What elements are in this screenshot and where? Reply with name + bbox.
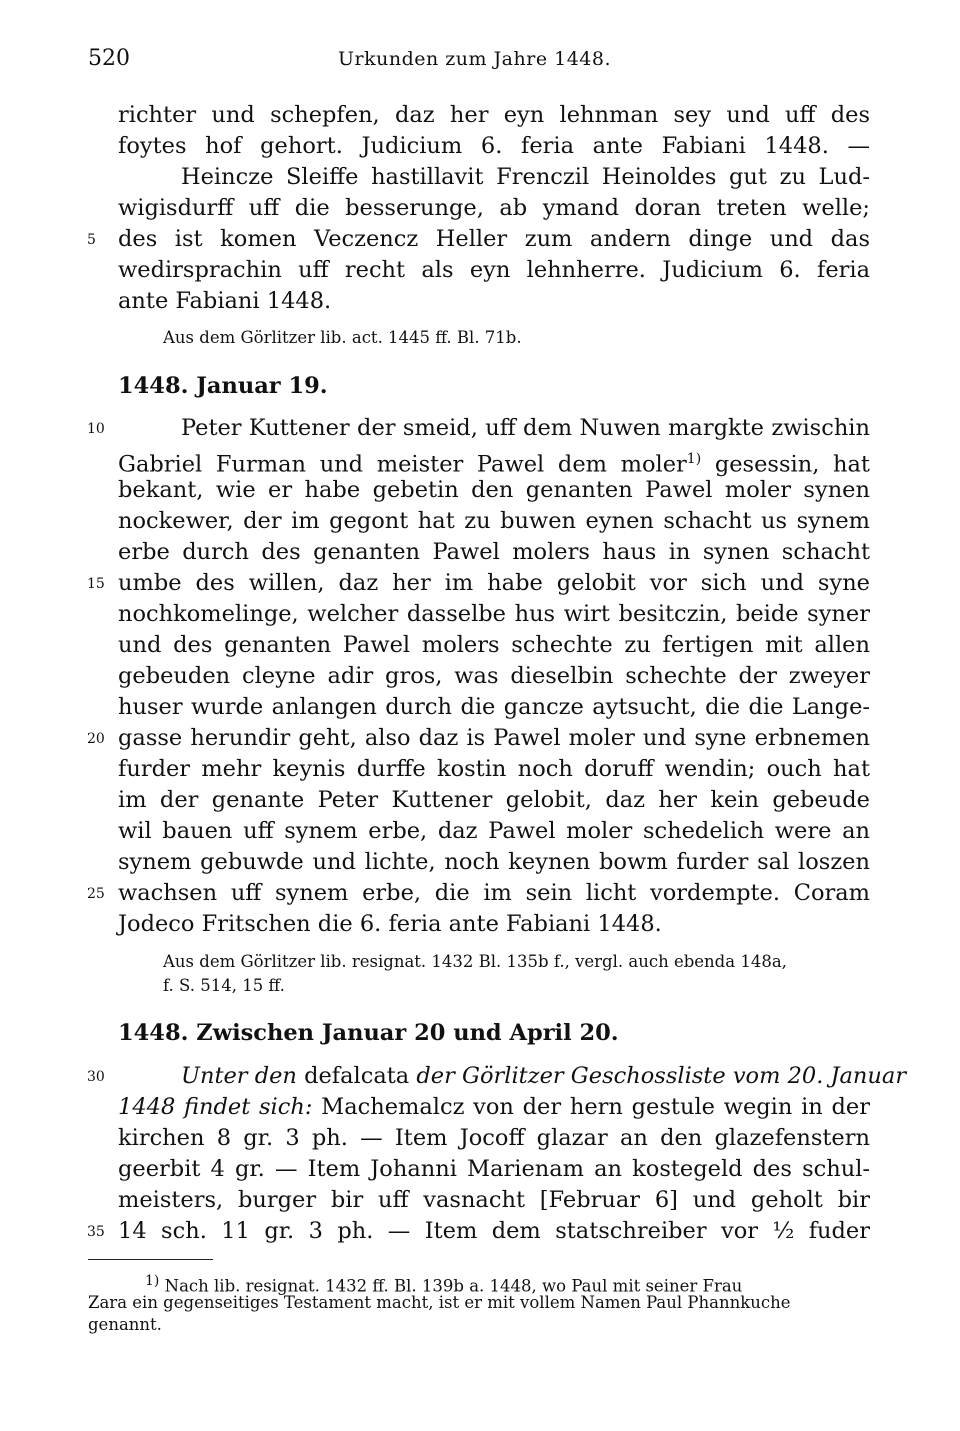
footnote-line: Zara ein gegenseitiges Testament macht, ist er mit vollem Namen Paul Phannkuche [88,1293,791,1312]
footnote-rule [88,1259,213,1260]
entry-date: 1448. Januar 19. [118,373,328,399]
text-line: nochkomelinge, welcher dasselbe hus wirt besitczin, beide syner [118,601,870,627]
text-line: gasse herundir geht, also daz is Pawel moler und syne erbnemen [118,725,870,751]
editorial-text: 1448 findet sich: [118,1094,313,1120]
text-line: wigisdurff uff die besserunge, ab ymand doran treten welle; [118,195,870,221]
text-segment: gesessin, hat [714,451,870,478]
line-number: 35 [87,1224,105,1240]
text-segment: defalcata [304,1063,410,1089]
line-number: 20 [87,731,105,747]
source-note: f. S. 514, 15 ff. [163,976,285,995]
line-number: 25 [87,886,105,902]
footnote-marker[interactable]: 1) [686,451,702,467]
text-line: nockewer, der im gegont hat zu buwen eynen schacht us synem [118,508,870,534]
text-line: huser wurde anlangen durch die gancze aytsucht, die die Lange- [118,694,870,720]
text-line: wachsen uff synem erbe, die im sein licht vordempte. Coram [118,880,870,906]
text-line: und des genanten Pawel molers schechte zu fertigen mit allen [118,632,870,658]
text-line: Heincze Sleiffe hastillavit Frenczil Heinoldes gut zu Lud- [181,164,870,190]
text-line: kirchen 8 gr. 3 ph. — Item Jocoff glazar an den glazefenstern [118,1125,870,1151]
text-line: Jodeco Fritschen die 6. feria ante Fabiani 1448. [118,911,662,937]
source-note: Aus dem Görlitzer lib. resignat. 1432 Bl. 135b f., vergl. auch ebenda 148a, [163,952,787,971]
text-line: gebeuden cleyne adir gros, was dieselbin schechte der zweyer [118,663,870,689]
text-line: wil bauen uff synem erbe, daz Pawel moler schedelich were an [118,818,870,844]
text-line: furder mehr keynis durffe kostin noch doruff wendin; ouch hat [118,756,870,782]
text-line: umbe des willen, daz her im habe gelobit vor sich und syne [118,570,870,596]
text-segment: Machemalcz von der hern gestule wegin in der [321,1094,870,1120]
footnote-line: genannt. [88,1315,162,1334]
text-line: geerbit 4 gr. — Item Johanni Marienam an kostegeld des schul- [118,1156,870,1182]
text-line: ante Fabiani 1448. [118,288,332,314]
page-header [88,46,870,78]
footnote-mark: 1) [145,1273,160,1289]
footnote-text: Nach lib. resignat. 1432 ff. Bl. 139b a. 1448, wo Paul mit seiner Frau [164,1276,743,1296]
text-line: des ist komen Veczencz Heller zum andern dinge und das [118,226,870,252]
running-title: Urkunden zum Jahre 1448. [338,48,612,70]
text-line: richter und schepfen, daz her eyn lehnman sey und uff des [118,102,870,128]
text-line: erbe durch des genanten Pawel molers haus in synen schacht [118,539,870,565]
text-line: bekant, wie er habe gebetin den genanten Pawel moler synen [118,477,870,503]
text-line: foytes hof gehort. Judicium 6. feria ante Fabiani 1448. — [118,133,870,159]
entry-date: 1448. Zwischen Januar 20 und April 20. [118,1020,619,1046]
text-line: wedirsprachin uff recht als eyn lehnherre. Judicium 6. feria [118,257,870,283]
text-line [118,1092,870,1122]
editorial-text: Unter den [181,1063,297,1089]
line-number: 15 [87,576,105,592]
source-note: Aus dem Görlitzer lib. act. 1445 ff. Bl. 71b. [163,328,522,347]
text-line: synem gebuwde und lichte, noch keynen bowm furder sal loszen [118,849,870,875]
text-line: Peter Kuttener der smeid, uff dem Nuwen margkte zwischin [181,415,870,441]
editorial-text: der Görlitzer Geschossliste vom 20. Januar [416,1063,907,1089]
text-line: meisters, burger bir uff vasnacht [Februar 6] und geholt bir [118,1187,870,1213]
line-number: 5 [87,232,96,248]
line-number: 30 [87,1069,105,1085]
text-segment: Gabriel Furman und meister Pawel dem moler [118,451,687,478]
text-line: im der genante Peter Kuttener gelobit, daz her kein gebeude [118,787,870,813]
line-number: 10 [87,421,105,437]
page-number: 520 [88,46,130,71]
text-line [181,1061,907,1091]
text-line: 14 sch. 11 gr. 3 ph. — Item dem statschreiber vor ½ fuder [118,1218,870,1244]
